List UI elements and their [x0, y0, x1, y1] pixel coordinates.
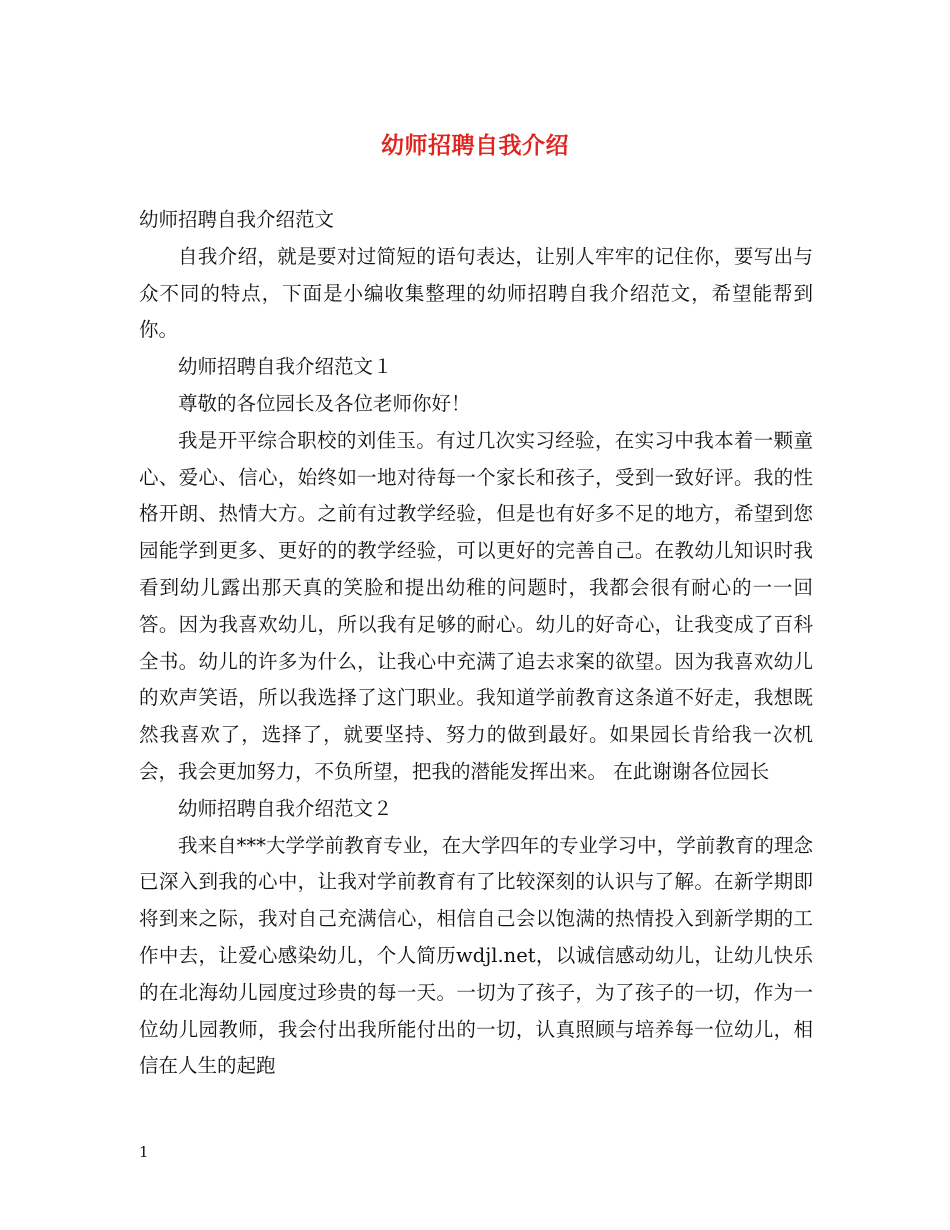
paragraph-sample-2-heading: 幼师招聘自我介绍范文２	[178, 796, 393, 820]
paragraph-subtitle: 幼师招聘自我介绍范文	[139, 208, 335, 231]
paragraph-sample-1-body: 我是开平综合职校的刘佳玉。有过几次实习经验，在实习中我本着一颗童心、爱心、信心，始终如一地对待每一个家长和孩子，受到一致好评。我的性格开朗、热情大方。之前有过教学经验，但是也有好多不足的地方，希望到您园能学到更多、更好的的教学经验，可以更好的完善自己。在教幼儿知识时我看到幼儿露出那天真的笑脸和提出幼稚的问题时，我都会很有耐心的一一回答。因为我喜欢幼儿，所以我有足够的耐心。幼儿的好奇心，让我变成了百科全书。幼儿的许多为什么，让我心中充满了追去求案的欲望。因为我喜欢幼儿的欢声笑语，所以我选择了这门职业。我知道学前教育这条道不好走，我想既然我喜欢了，选择了，就要坚持、努力的做到最好。如果园长肯给我一次机会，我会更加努力，不负所望，把我的潜能发挥出来。 在此谢谢各位园长	[139, 428, 813, 783]
document-title: 幼师招聘自我介绍	[381, 132, 569, 159]
paragraph-greeting: 尊敬的各位园长及各位老师你好！	[178, 391, 471, 415]
paragraph-sample-1-heading: 幼师招聘自我介绍范文１	[178, 355, 393, 379]
document-body	[139, 202, 813, 1085]
paragraph-intro: 自我介绍，就是要对过简短的语句表达，让别人牢牢的记住你，要写出与众不同的特点，下面是小编收集整理的幼师招聘自我介绍范文，希望能帮到你。	[139, 244, 813, 342]
paragraph-sample-2-body: 我来自***大学学前教育专业，在大学四年的专业学习中，学前教育的理念已深入到我的心中，让我对学前教育有了比较深刻的认识与了解。在新学期即将到来之际，我对自己充满信心，相信自己会以饱满的热情投入到新学期的工作中去，让爱心感染幼儿，个人简历wdjl.net，以诚信感动幼儿，让幼儿快乐的在北海幼儿园度过珍贵的每一天。一切为了孩子，为了孩子的一切，作为一位幼儿园教师，我会付出我所能付出的一切，认真照顾与培养每一位幼儿，相信在人生的起跑	[139, 833, 813, 1078]
page-number: 1	[139, 1143, 149, 1161]
